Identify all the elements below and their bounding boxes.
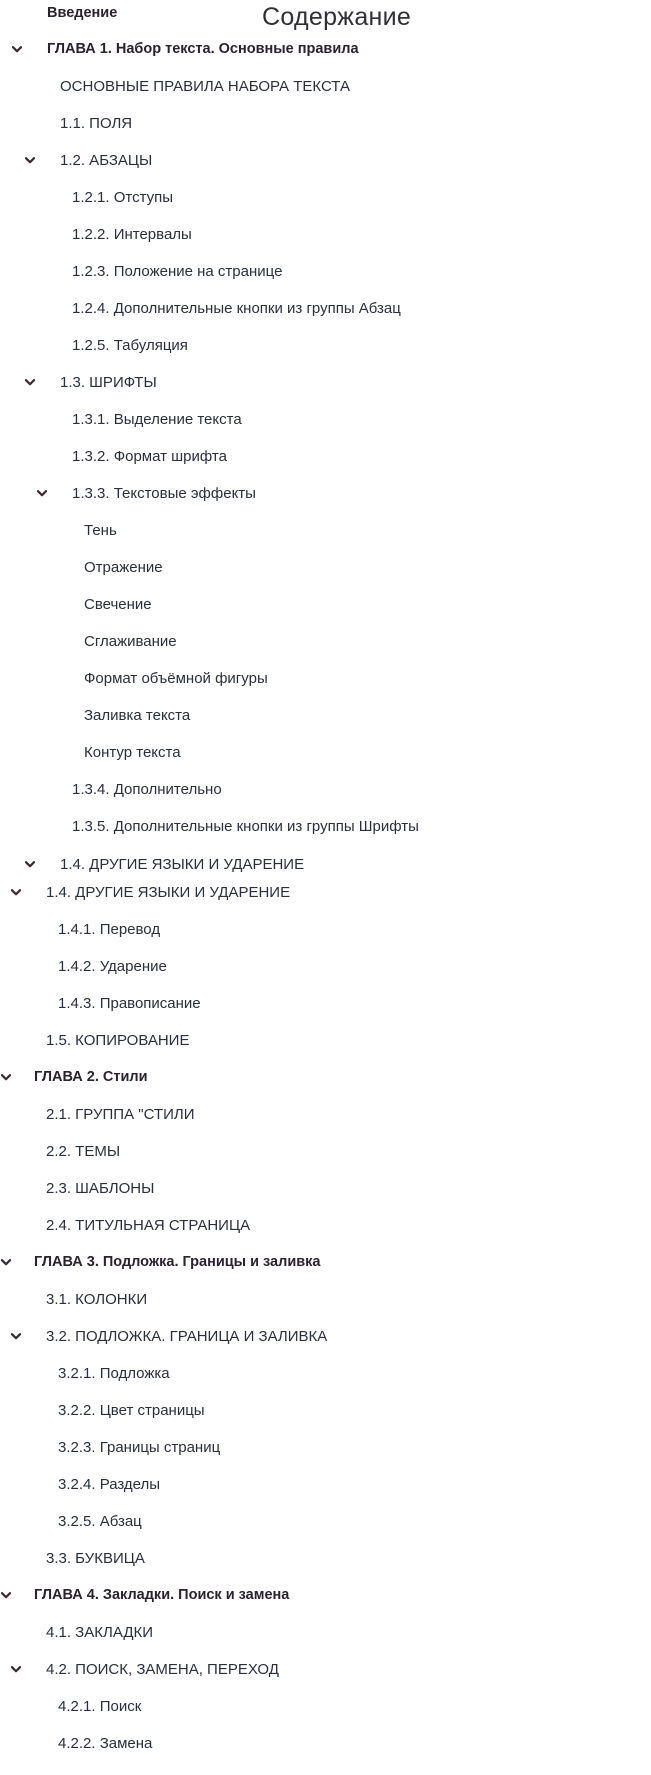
toc-item[interactable] — [0, 1620, 651, 1650]
toc-item[interactable] — [0, 370, 651, 400]
toc-item[interactable] — [0, 296, 651, 326]
toc-item-label: 3.1. КОЛОНКИ — [46, 1291, 148, 1308]
toc-item[interactable] — [0, 1028, 651, 1058]
toc-item-label: Введение — [47, 5, 118, 21]
toc-item-label: 2.3. ШАБЛОНЫ — [46, 1180, 155, 1197]
toc-item[interactable] — [0, 222, 651, 252]
toc-item-label: ГЛАВА 2. Стили — [34, 1069, 148, 1085]
toc-item-label: Формат объёмной фигуры — [84, 670, 268, 687]
toc-item[interactable] — [0, 1287, 651, 1317]
toc-item[interactable] — [0, 703, 651, 733]
toc-item-label: 1.3.1. Выделение текста — [72, 411, 242, 428]
toc-item-label: 1.5. КОПИРОВАНИЕ — [46, 1032, 190, 1049]
toc-item-label: Сглаживание — [84, 633, 177, 650]
toc-item-label: ГЛАВА 1. Набор текста. Основные правила — [47, 41, 359, 57]
toc-item-label: 3.3. БУКВИЦА — [46, 1550, 145, 1567]
toc-item[interactable] — [0, 185, 651, 215]
toc-item-label: 3.2.4. Разделы — [58, 1476, 161, 1493]
toc-item[interactable] — [0, 518, 651, 548]
toc-item[interactable] — [0, 954, 651, 984]
toc-item-label: 1.2.4. Дополнительные кнопки из группы Абзац — [72, 300, 401, 317]
toc-item-label: Контур текста — [84, 744, 181, 761]
chevron-down-icon[interactable] — [0, 1589, 12, 1601]
toc-item-label: 2.2. ТЕМЫ — [46, 1143, 121, 1160]
toc-item[interactable] — [0, 629, 651, 659]
toc-item[interactable] — [0, 1139, 651, 1169]
chevron-down-icon[interactable] — [24, 858, 36, 870]
toc-item[interactable] — [0, 1583, 651, 1613]
toc-item-label: 3.2.1. Подложка — [58, 1365, 170, 1382]
chevron-down-icon[interactable] — [0, 1071, 12, 1083]
toc-item-label: 3.2. ПОДЛОЖКА. ГРАНИЦА И ЗАЛИВКА — [46, 1328, 328, 1345]
toc-item[interactable] — [0, 777, 651, 807]
toc-item[interactable] — [0, 852, 651, 882]
chevron-down-icon[interactable] — [36, 487, 48, 499]
toc-item-label: 2.4. ТИТУЛЬНАЯ СТРАНИЦА — [46, 1217, 251, 1234]
toc-item[interactable] — [0, 1435, 651, 1465]
toc-item[interactable] — [0, 37, 651, 67]
toc-item-label: 1.4. ДРУГИЕ ЯЗЫКИ И УДАРЕНИЕ — [46, 884, 291, 901]
toc-item-label: 1.3. ШРИФТЫ — [60, 374, 157, 391]
toc-item-label: 1.4.3. Правописание — [58, 995, 201, 1012]
toc-item-label: 1.3.2. Формат шрифта — [72, 448, 227, 465]
toc-item[interactable] — [0, 917, 651, 947]
toc-item-label: 1.2.2. Интервалы — [72, 226, 192, 243]
toc-item[interactable] — [0, 1398, 651, 1428]
toc-item-label: 4.2. ПОИСК, ЗАМЕНА, ПЕРЕХОД — [46, 1661, 279, 1678]
toc-item-label: 1.2.5. Табуляция — [72, 337, 188, 354]
toc-item[interactable] — [0, 1176, 651, 1206]
toc-item[interactable] — [0, 740, 651, 770]
toc-item-label: 3.2.3. Границы страниц — [58, 1439, 221, 1456]
toc-item[interactable] — [0, 1324, 651, 1354]
toc-item-label: 4.1. ЗАКЛАДКИ — [46, 1624, 154, 1641]
chevron-down-icon[interactable] — [11, 43, 23, 55]
toc-item[interactable] — [0, 991, 651, 1021]
toc-item-label: 1.3.4. Дополнительно — [72, 781, 222, 798]
toc-item-label: 1.4.2. Ударение — [58, 958, 167, 975]
chevron-down-icon[interactable] — [24, 376, 36, 388]
toc-item-label: ГЛАВА 4. Закладки. Поиск и замена — [34, 1587, 290, 1603]
toc-item[interactable] — [0, 444, 651, 474]
toc-item[interactable] — [0, 1731, 651, 1761]
toc-item-label: 1.3.3. Текстовые эффекты — [72, 485, 256, 502]
toc-item[interactable] — [0, 74, 651, 104]
toc-item[interactable] — [0, 333, 651, 363]
toc-item-label: 3.2.5. Абзац — [58, 1513, 142, 1530]
toc-item-label: 1.4. ДРУГИЕ ЯЗЫКИ И УДАРЕНИЕ — [60, 856, 305, 873]
toc-item[interactable] — [0, 1657, 651, 1687]
page-title: Содержание — [262, 3, 412, 31]
toc-item-label: 1.2.1. Отступы — [72, 189, 174, 206]
toc-item-label: 4.2.1. Поиск — [58, 1698, 142, 1715]
chevron-down-icon[interactable] — [0, 1256, 12, 1268]
chevron-down-icon[interactable] — [10, 1663, 22, 1675]
toc-item[interactable] — [0, 259, 651, 289]
toc-item[interactable] — [0, 880, 651, 910]
toc-item-label: 1.2. АБЗАЦЫ — [60, 152, 153, 169]
chevron-down-icon[interactable] — [10, 886, 22, 898]
toc-item-label: 1.4.1. Перевод — [58, 921, 161, 938]
toc-item[interactable] — [0, 1, 651, 31]
toc-item-label: ГЛАВА 3. Подложка. Границы и заливка — [34, 1254, 321, 1270]
toc-item[interactable] — [0, 592, 651, 622]
toc-item[interactable] — [0, 1250, 651, 1280]
toc-item-label: Тень — [84, 522, 117, 539]
toc-item-label: 1.3.5. Дополнительные кнопки из группы Шрифты — [72, 818, 419, 835]
toc-item-label: 4.2.2. Замена — [58, 1735, 153, 1752]
toc-item[interactable] — [0, 1361, 651, 1391]
toc-item[interactable] — [0, 1102, 651, 1132]
toc-item[interactable] — [0, 481, 651, 511]
toc-item[interactable] — [0, 1065, 651, 1095]
toc-item-label: ОСНОВНЫЕ ПРАВИЛА НАБОРА ТЕКСТА — [60, 78, 350, 95]
toc-item[interactable] — [0, 814, 651, 844]
toc-item-label: Заливка текста — [84, 707, 191, 724]
toc-item[interactable] — [0, 1472, 651, 1502]
toc-item[interactable] — [0, 555, 651, 585]
toc-item[interactable] — [0, 1213, 651, 1243]
toc-item[interactable] — [0, 1509, 651, 1539]
toc-item[interactable] — [0, 148, 651, 178]
toc-item-label: 2.1. ГРУППА "СТИЛИ — [46, 1106, 195, 1123]
chevron-down-icon[interactable] — [10, 1330, 22, 1342]
chevron-down-icon[interactable] — [24, 154, 36, 166]
toc-item[interactable] — [0, 407, 651, 437]
toc-item-label: 3.2.2. Цвет страницы — [58, 1402, 205, 1419]
toc-item-label: 1.1. ПОЛЯ — [60, 115, 133, 132]
toc-item[interactable] — [0, 111, 651, 141]
toc-item[interactable] — [0, 666, 651, 696]
toc-item-label: Отражение — [84, 559, 163, 576]
toc-item[interactable] — [0, 1694, 651, 1724]
toc-item-label: 1.2.3. Положение на странице — [72, 263, 283, 280]
toc-item-label: Свечение — [84, 596, 152, 613]
toc-item[interactable] — [0, 1546, 651, 1576]
